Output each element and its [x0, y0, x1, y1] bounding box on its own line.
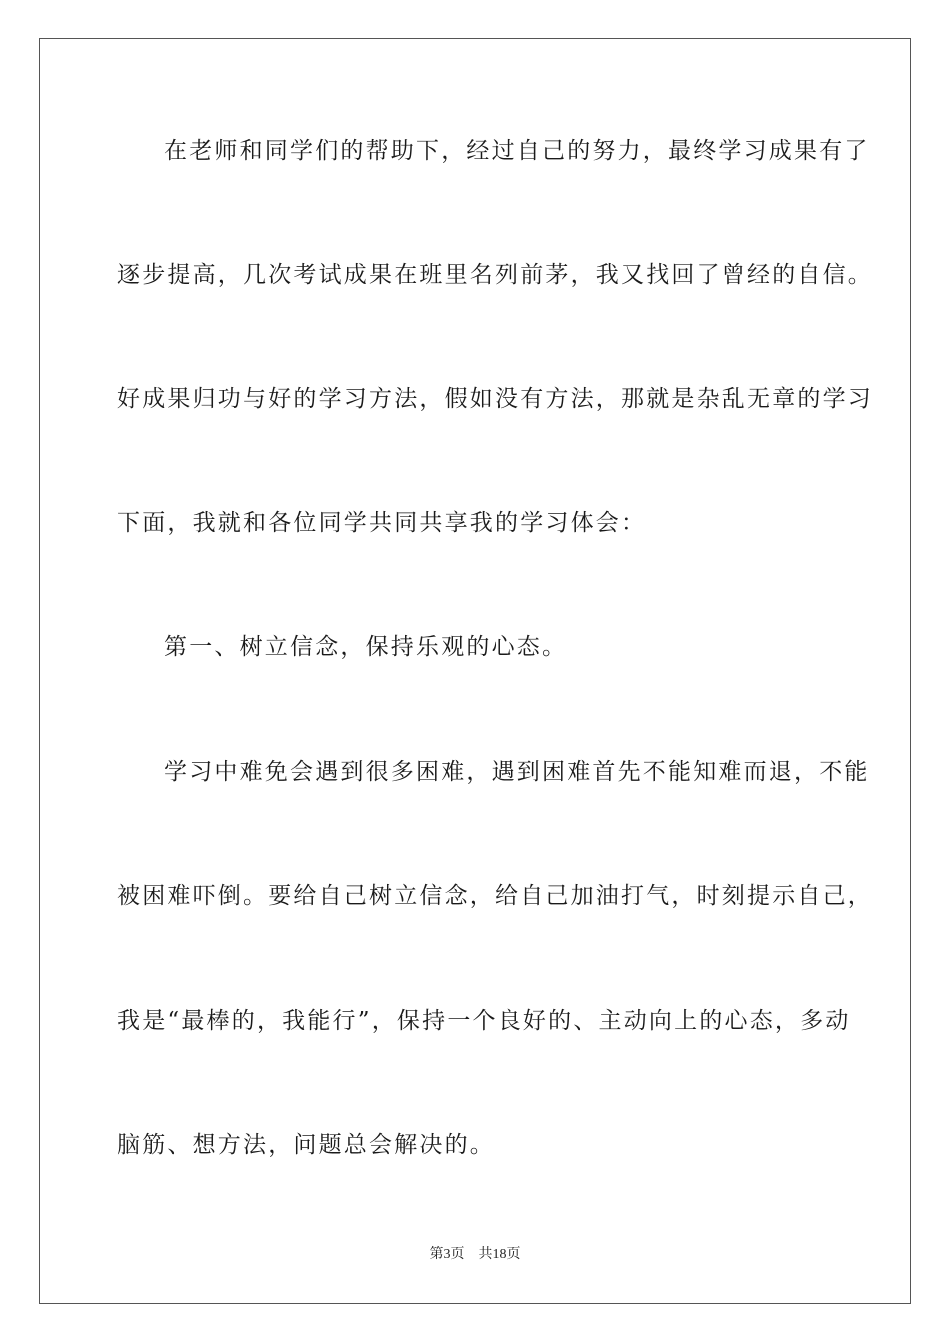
text-line-3: 好成果归功与好的学习方法，假如没有方法，那就是杂乱无章的学习 [117, 386, 873, 412]
text-line-8: 我是“最棒的，我能行”，保持一个良好的、主动向上的心态，多动 [117, 1008, 851, 1034]
text-line-6: 学习中难免会遇到很多困难，遇到困难首先不能知难而退，不能 [164, 759, 870, 785]
page-total: 共18页 [478, 1247, 521, 1262]
text-line-9: 脑筋、想方法，问题总会解决的。 [117, 1132, 495, 1158]
text-line-5: 第一、树立信念，保持乐观的心态。 [164, 634, 568, 660]
page-number: 第3页 [429, 1247, 465, 1262]
page-border [39, 38, 911, 1304]
page-footer [0, 1245, 950, 1265]
text-line-1: 在老师和同学们的帮助下，经过自己的努力，最终学习成果有了 [164, 138, 870, 164]
text-line-2: 逐步提高，几次考试成果在班里名列前茅，我又找回了曾经的自信。 [117, 262, 873, 288]
text-line-4: 下面，我就和各位同学共同共享我的学习体会： [117, 510, 647, 536]
text-line-7: 被困难吓倒。要给自己树立信念，给自己加油打气，时刻提示自己， [117, 883, 873, 909]
